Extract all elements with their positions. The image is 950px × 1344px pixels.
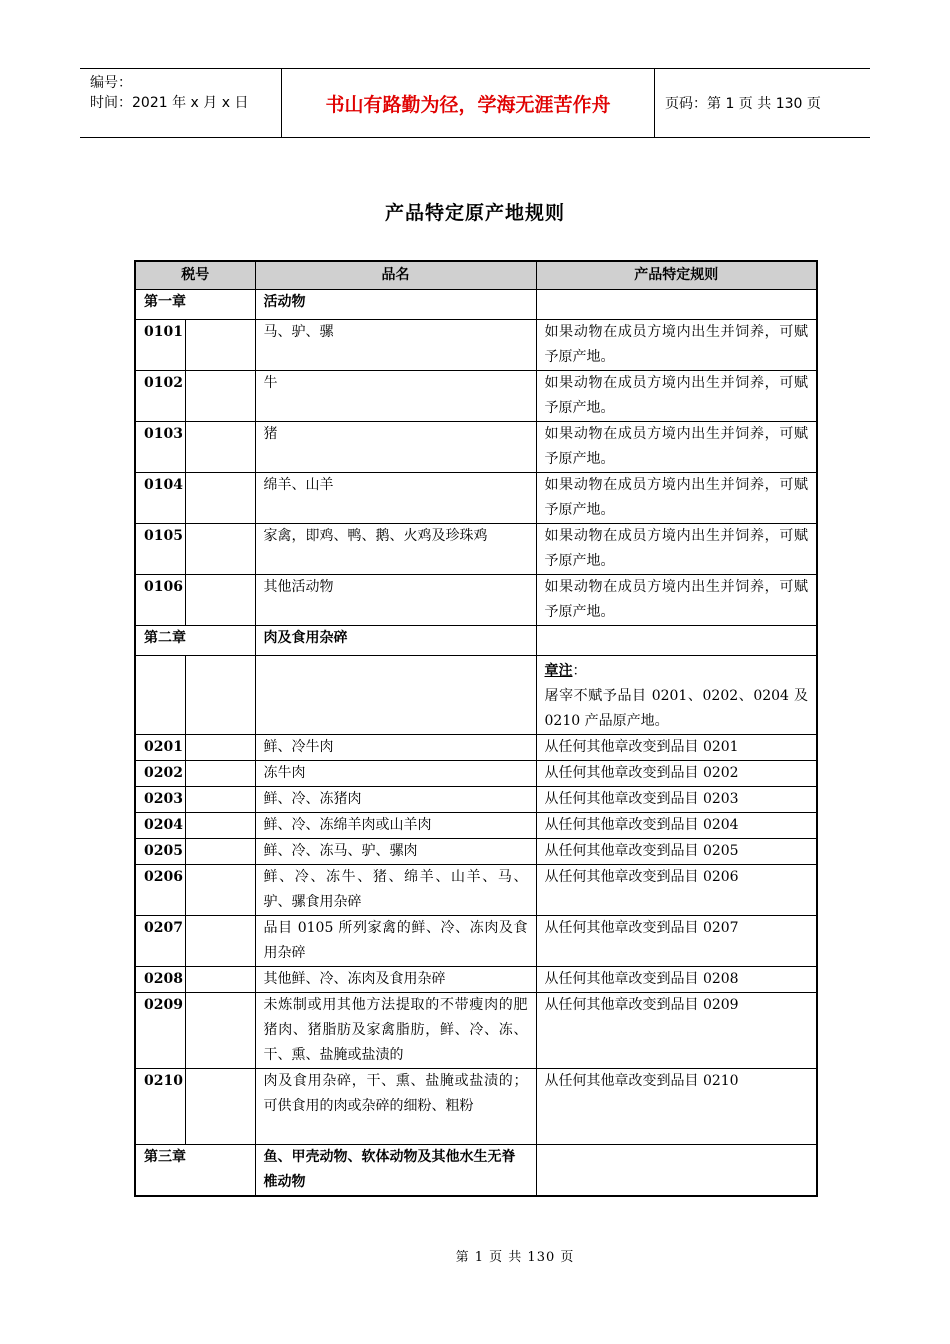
product-name: 鲜、冷牛肉	[255, 734, 536, 760]
number-label: 编号：	[90, 75, 132, 91]
table-row	[135, 966, 817, 992]
subcode-cell	[185, 655, 255, 734]
product-rule: 从任何其他章改变到品目 0209	[536, 992, 817, 1068]
tariff-code: 0103	[135, 421, 185, 472]
chapter-code: 第三章	[135, 1144, 255, 1196]
product-rule: 从任何其他章改变到品目 0208	[536, 966, 817, 992]
subcode-cell	[185, 966, 255, 992]
chapter-note-colon: ：	[572, 662, 587, 679]
table-row	[135, 786, 817, 812]
table-row	[135, 838, 817, 864]
subcode-cell	[185, 523, 255, 574]
chapter-name: 鱼、甲壳动物、软体动物及其他水生无脊椎动物	[255, 1144, 536, 1196]
tariff-code: 0205	[135, 838, 185, 864]
note-code-cell	[135, 655, 185, 734]
product-rule: 从任何其他章改变到品目 0205	[536, 838, 817, 864]
product-name: 未炼制或用其他方法提取的不带瘦肉的肥猪肉、猪脂肪及家禽脂肪，鲜、冷、冻、干、熏、盐腌或盐渍的	[255, 992, 536, 1068]
tariff-code: 0204	[135, 812, 185, 838]
subcode-cell	[185, 319, 255, 370]
product-rule: 从任何其他章改变到品目 0210	[536, 1068, 817, 1144]
product-rule: 如果动物在成员方境内出生并饲养，可赋予原产地。	[536, 574, 817, 625]
table-row	[135, 760, 817, 786]
page-footer: 第 1 页 共 130 页	[455, 1250, 575, 1265]
tariff-code: 0102	[135, 370, 185, 421]
product-rule: 如果动物在成员方境内出生并饲养，可赋予原产地。	[536, 421, 817, 472]
product-name: 鲜、冷、冻猪肉	[255, 786, 536, 812]
header-specific-rule: 产品特定规则	[536, 261, 817, 289]
subcode-cell	[185, 838, 255, 864]
table-row	[135, 734, 817, 760]
table-row	[135, 992, 817, 1068]
tariff-code: 0202	[135, 760, 185, 786]
product-name: 冻牛肉	[255, 760, 536, 786]
table-row	[135, 574, 817, 625]
subcode-cell	[185, 734, 255, 760]
product-name: 绵羊、山羊	[255, 472, 536, 523]
subcode-cell	[185, 992, 255, 1068]
note-name-cell	[255, 655, 536, 734]
table-row	[135, 319, 817, 370]
table-row	[135, 1068, 817, 1144]
tariff-code: 0201	[135, 734, 185, 760]
tariff-code: 0105	[135, 523, 185, 574]
product-name: 牛	[255, 370, 536, 421]
product-rule: 如果动物在成员方境内出生并饲养，可赋予原产地。	[536, 370, 817, 421]
tariff-code: 0206	[135, 864, 185, 915]
header-product-name: 品名	[255, 261, 536, 289]
rules-table	[134, 260, 818, 1197]
tariff-code: 0104	[135, 472, 185, 523]
chapter-note	[536, 655, 817, 734]
subcode-cell	[185, 864, 255, 915]
chapter-rule	[536, 625, 817, 655]
subcode-cell	[185, 370, 255, 421]
product-name: 肉及食用杂碎，干、熏、盐腌或盐渍的；可供食用的肉或杂碎的细粉、粗粉	[255, 1068, 536, 1144]
product-name: 其他鲜、冷、冻肉及食用杂碎	[255, 966, 536, 992]
subcode-cell	[185, 1068, 255, 1144]
product-rule: 从任何其他章改变到品目 0202	[536, 760, 817, 786]
table-row	[135, 864, 817, 915]
product-name: 其他活动物	[255, 574, 536, 625]
chapter-rule	[536, 1144, 817, 1196]
subcode-cell	[185, 786, 255, 812]
tariff-code: 0208	[135, 966, 185, 992]
table-row	[135, 523, 817, 574]
subcode-cell	[185, 421, 255, 472]
chapter-note-row	[135, 655, 817, 734]
product-name: 鲜、冷、冻绵羊肉或山羊肉	[255, 812, 536, 838]
product-name: 家禽，即鸡、鸭、鹅、火鸡及珍珠鸡	[255, 523, 536, 574]
tariff-code: 0207	[135, 915, 185, 966]
document-title: 产品特定原产地规则	[384, 202, 565, 224]
tariff-code: 0210	[135, 1068, 185, 1144]
header-slogan: 书山有路勤为径，学海无涯苦作舟	[282, 69, 655, 137]
time-label: 时间：2021 年 x 月 x 日	[90, 95, 249, 111]
tariff-code: 0101	[135, 319, 185, 370]
product-rule: 如果动物在成员方境内出生并饲养，可赋予原产地。	[536, 472, 817, 523]
subcode-cell	[185, 812, 255, 838]
chapter-note-title: 章注	[544, 662, 573, 679]
chapter-name: 肉及食用杂碎	[255, 625, 536, 655]
product-rule: 如果动物在成员方境内出生并饲养，可赋予原产地。	[536, 319, 817, 370]
chapter-row	[135, 289, 817, 319]
tariff-code: 0203	[135, 786, 185, 812]
product-rule: 如果动物在成员方境内出生并饲养，可赋予原产地。	[536, 523, 817, 574]
chapter-code: 第二章	[135, 625, 255, 655]
chapter-row	[135, 625, 817, 655]
product-name: 品目 0105 所列家禽的鲜、冷、冻肉及食用杂碎	[255, 915, 536, 966]
table-row	[135, 915, 817, 966]
table-header-row	[135, 261, 817, 289]
chapter-code: 第一章	[135, 289, 255, 319]
subcode-cell	[185, 574, 255, 625]
document-header	[80, 68, 870, 138]
table-row	[135, 370, 817, 421]
subcode-cell	[185, 915, 255, 966]
table-row	[135, 472, 817, 523]
tariff-code: 0209	[135, 992, 185, 1068]
chapter-rule	[536, 289, 817, 319]
product-name: 马、驴、骡	[255, 319, 536, 370]
subcode-cell	[185, 472, 255, 523]
table-row	[135, 421, 817, 472]
product-rule: 从任何其他章改变到品目 0201	[536, 734, 817, 760]
subcode-cell	[185, 760, 255, 786]
chapter-row	[135, 1144, 817, 1196]
product-rule: 从任何其他章改变到品目 0203	[536, 786, 817, 812]
product-name: 猪	[255, 421, 536, 472]
header-meta	[80, 69, 282, 137]
tariff-code: 0106	[135, 574, 185, 625]
product-name: 鲜、冷、冻牛、猪、绵羊、山羊、马、驴、骡食用杂碎	[255, 864, 536, 915]
product-rule: 从任何其他章改变到品目 0204	[536, 812, 817, 838]
header-tariff-code: 税号	[135, 261, 255, 289]
product-name: 鲜、冷、冻马、驴、骡肉	[255, 838, 536, 864]
header-page-info: 页码：第 1 页 共 130 页	[665, 96, 821, 112]
product-rule: 从任何其他章改变到品目 0206	[536, 864, 817, 915]
product-rule: 从任何其他章改变到品目 0207	[536, 915, 817, 966]
chapter-note-text: 屠宰不赋予品目 0201、0202、0204 及 0210 产品原产地。	[544, 687, 808, 729]
table-row	[135, 812, 817, 838]
chapter-name: 活动物	[255, 289, 536, 319]
